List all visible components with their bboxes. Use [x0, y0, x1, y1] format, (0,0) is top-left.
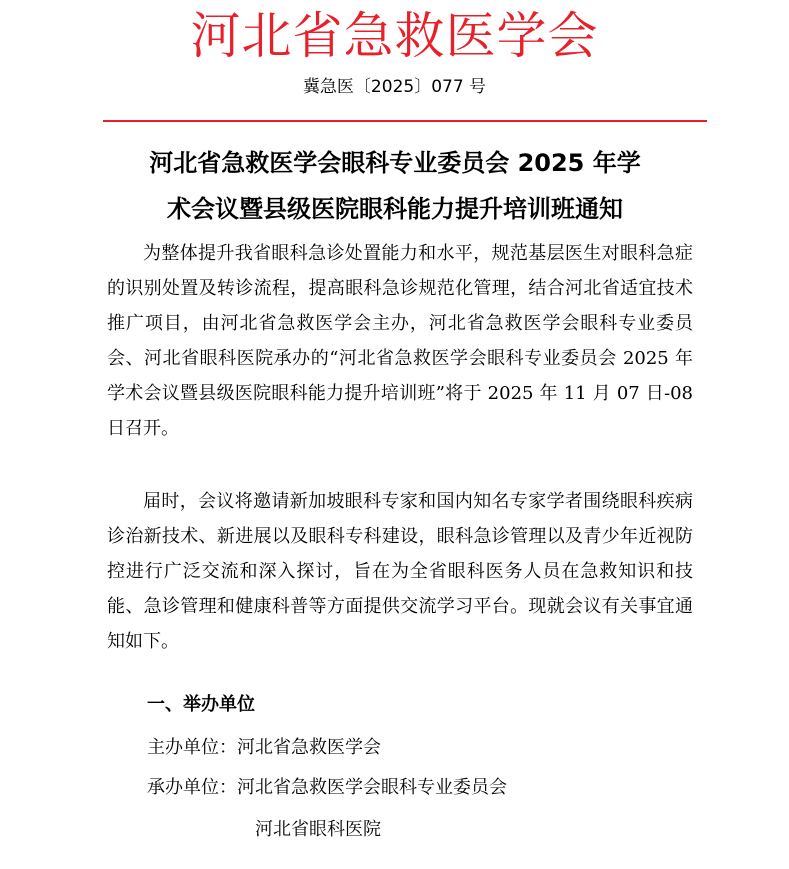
organizer-value-2: 河北省眼科医院: [255, 819, 381, 840]
paragraph-intro: 为整体提升我省眼科急诊处置能力和水平，规范基层医生对眼科急症的识别处置及转诊流程，提高眼科急诊规范化管理，结合河北省适宜技术推广项目，由河北省急救医学会主办，河北省急救医学会眼科专业委员会、河北省眼科医院承办的“河北省急救医学会眼科专业委员会 2025 年学术会议暨县级医院眼科能力提升培训班”将于 2025 年 11 月 07 日-08 日召开。: [107, 243, 693, 439]
host-row: [147, 733, 381, 763]
notice-title: [100, 140, 690, 232]
organizer-row-2: [255, 815, 381, 845]
notice-title-line-1: 河北省急救医学会眼科专业委员会 2025 年学: [149, 149, 641, 177]
paragraph-meeting: 届时，会议将邀请新加坡眼科专家和国内知名专家学者围绕眼科疾病诊治新技术、新进展以及眼科专科建设，眼科急诊管理以及青少年近视防控进行广泛交流和深入探讨，旨在为全省眼科医务人员在急救知识和技能、急诊管理和健康科普等方面提供交流学习平台。现就会议有关事宜通知如下。: [107, 491, 693, 652]
notice-title-line-2: 术会议暨县级医院眼科能力提升培训班通知: [167, 195, 623, 223]
host-label: 主办单位：: [147, 737, 237, 758]
host-value: 河北省急救医学会: [237, 737, 381, 758]
organizer-value-1: 河北省急救医学会眼科专业委员会: [237, 777, 507, 798]
organizer-label: 承办单位：: [147, 777, 237, 798]
red-divider-line: [103, 120, 707, 122]
section-heading-organizers: 一、举办单位: [147, 694, 255, 715]
organizer-row: [147, 773, 507, 803]
document-number: 冀急医〔2025〕077 号: [302, 77, 487, 97]
org-title: 河北省急救医学会: [190, 7, 599, 65]
